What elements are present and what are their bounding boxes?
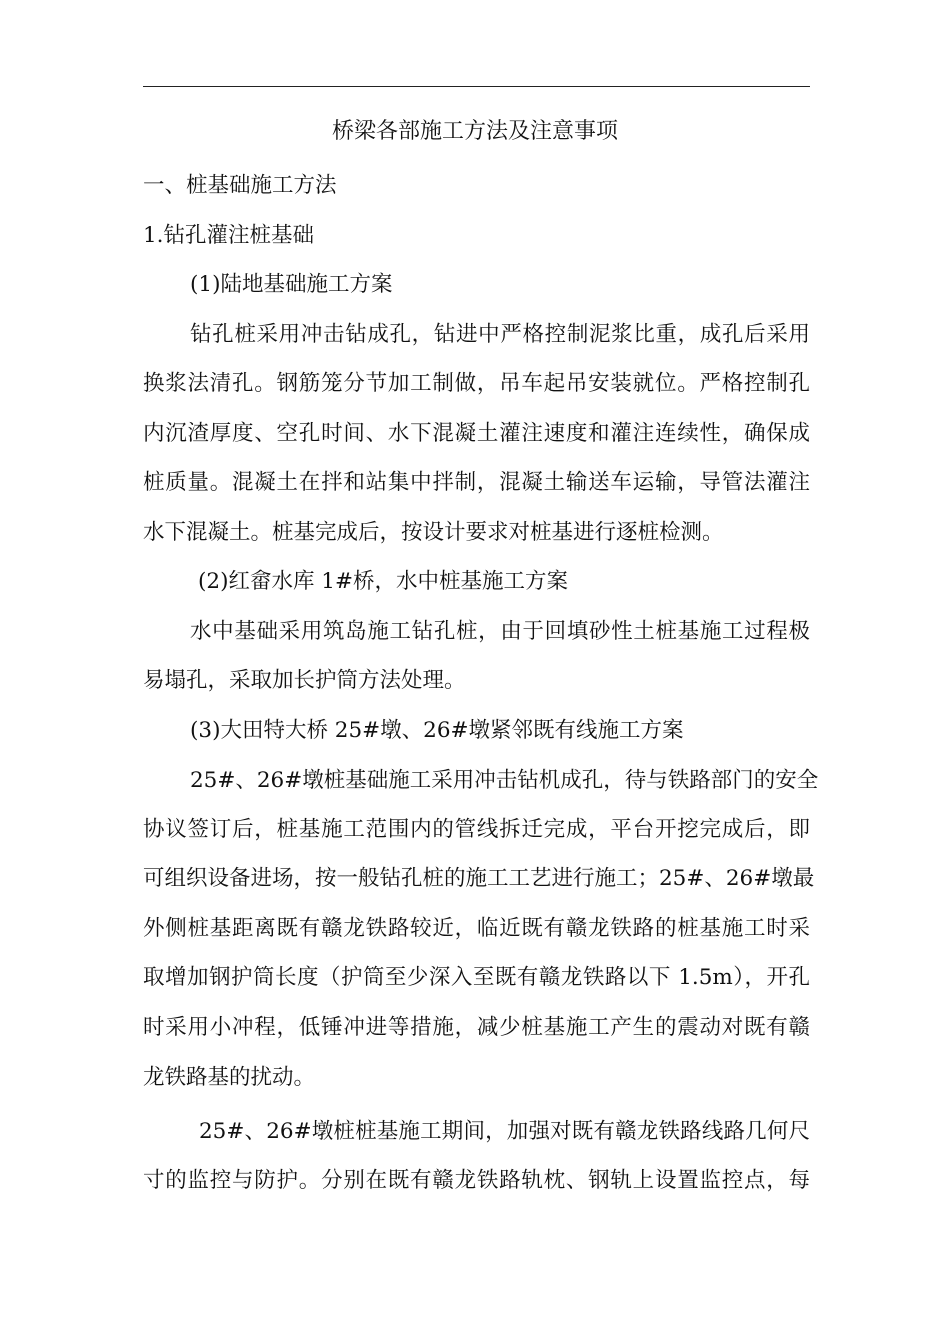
paragraph-line: 时采用小冲程，低锤冲进等措施，减少桩基施工产生的震动对既有赣: [143, 1015, 810, 1040]
paragraph-line: 可组织设备进场，按一般钻孔桩的施工工艺进行施工；25#、26#墩最: [143, 866, 815, 891]
paragraph-line: 水中基础采用筑岛施工钻孔桩，由于回填砂性土桩基施工过程极: [190, 619, 810, 644]
header-rule: [143, 86, 810, 87]
item-heading-2: (2)红畲水库 1#桥，水中桩基施工方案: [198, 569, 568, 594]
paragraph-line: 协议签订后，桩基施工范围内的管线拆迁完成，平台开挖完成后，即: [143, 817, 810, 842]
paragraph-line: 龙铁路基的扰动。: [143, 1065, 316, 1090]
paragraph-line: 水下混凝土。桩基完成后，按设计要求对桩基进行逐桩检测。: [143, 520, 724, 545]
paragraph-line: 外侧桩基距离既有赣龙铁路较近，临近既有赣龙铁路的桩基施工时采: [143, 916, 810, 941]
subsection-heading: 1.钻孔灌注桩基础: [143, 223, 315, 248]
paragraph-line: 25#、26#墩桩桩基施工期间，加强对既有赣龙铁路线路几何尺: [199, 1119, 810, 1144]
page-title: 桥梁各部施工方法及注意事项: [331, 119, 618, 144]
paragraph-line: 桩质量。混凝土在拌和站集中拌制，混凝土输送车运输，导管法灌注: [143, 470, 810, 495]
item-heading-3: (3)大田特大桥 25#墩、26#墩紧邻既有线施工方案: [190, 718, 684, 743]
paragraph-line: 寸的监控与防护。分别在既有赣龙铁路轨枕、钢轨上设置监控点，每: [143, 1168, 810, 1193]
paragraph-line: 内沉渣厚度、空孔时间、水下混凝土灌注速度和灌注连续性，确保成: [143, 421, 810, 446]
paragraph-line: 25#、26#墩桩基础施工采用冲击钻机成孔，待与铁路部门的安全: [190, 768, 819, 793]
section-heading: 一、桩基础施工方法: [143, 173, 337, 198]
item-heading-1: (1)陆地基础施工方案: [190, 272, 393, 297]
paragraph-line: 钻孔桩采用冲击钻成孔，钻进中严格控制泥浆比重，成孔后采用: [190, 322, 810, 347]
paragraph-line: 易塌孔，采取加长护筒方法处理。: [143, 668, 466, 693]
paragraph-line: 取增加钢护筒长度（护筒至少深入至既有赣龙铁路以下 1.5m），开孔: [143, 965, 810, 990]
paragraph-line: 换浆法清孔。钢筋笼分节加工制做，吊车起吊安装就位。严格控制孔: [143, 371, 810, 396]
